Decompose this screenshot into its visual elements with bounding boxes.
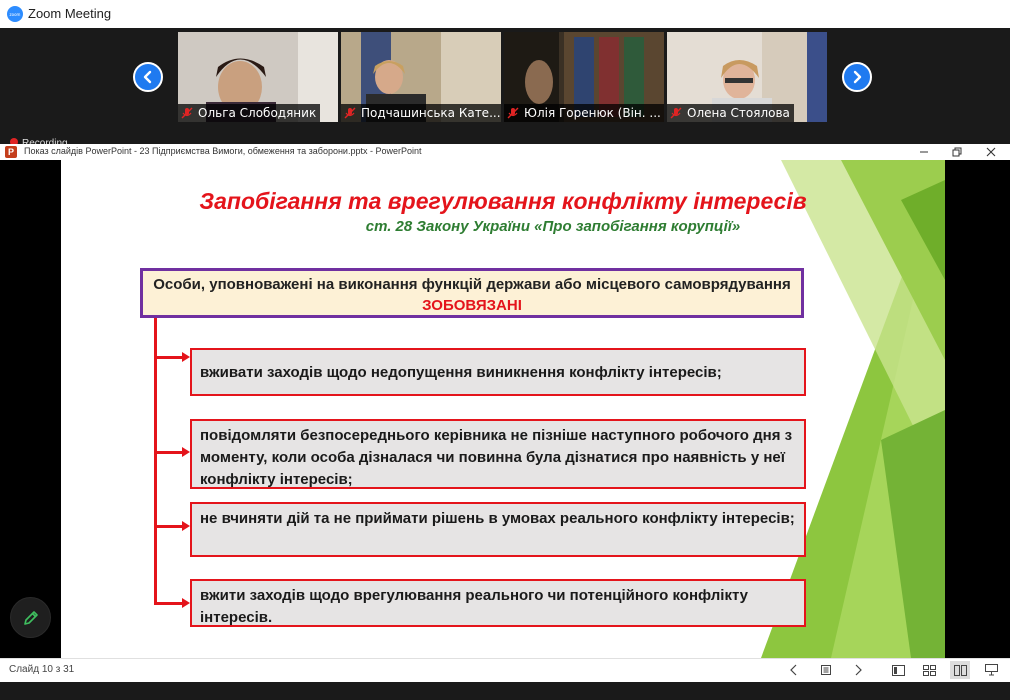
connector-branch	[154, 356, 182, 359]
participant-tile[interactable]	[667, 32, 827, 122]
participant-nameplate	[341, 104, 501, 122]
obligation-item: вживати заходів щодо недопущення виникнення конфлікту інтересів;	[190, 348, 806, 396]
pencil-icon	[22, 609, 40, 627]
grid-icon	[923, 665, 936, 676]
connector-branch	[154, 451, 182, 454]
mic-muted-icon	[669, 106, 683, 120]
participant-tile[interactable]	[341, 32, 501, 122]
participant-nameplate	[178, 104, 320, 122]
reading-view-button[interactable]	[950, 661, 970, 679]
close-icon	[986, 147, 996, 157]
arrow-right-icon	[182, 352, 190, 362]
zoom-titlebar	[0, 0, 1010, 28]
zoom-logo-icon: zoom	[7, 6, 23, 22]
slide-counter: Слайд 10 з 31	[9, 664, 75, 675]
next-slide-button[interactable]	[848, 661, 868, 679]
mic-muted-icon	[343, 106, 357, 120]
chevron-right-icon	[853, 664, 863, 676]
header-box	[140, 268, 804, 318]
participant-name: Ольга Слободяник	[198, 106, 317, 120]
reading-view-icon	[954, 665, 967, 676]
slideshow-view-button[interactable]	[981, 661, 1001, 679]
obligation-item: повідомляти безпосереднього керівника не пізніше наступного робочого дня з моменту, коли особа дізналася чи повинна була дізнатися про наявність у неї конфлікту інтересів;	[190, 419, 806, 489]
gallery-next-button[interactable]	[842, 62, 872, 92]
zoom-window-title: Zoom Meeting	[28, 6, 112, 21]
participant-name: Юлія Горенюк (Він. ...	[524, 106, 661, 120]
gallery-prev-button[interactable]	[133, 62, 163, 92]
connector-line	[154, 318, 157, 605]
previous-slide-button[interactable]	[784, 661, 804, 679]
slide-sorter-button[interactable]	[919, 661, 939, 679]
presentation-icon	[985, 664, 998, 676]
obligation-item: не вчиняти дій та не приймати рішень в умовах реального конфлікту інтересів;	[190, 502, 806, 557]
normal-view-icon	[892, 665, 905, 676]
participant-name: Подчашинська Кате...	[361, 106, 501, 120]
close-button[interactable]	[984, 145, 998, 159]
slides-icon	[820, 664, 832, 676]
restore-icon	[952, 147, 962, 157]
annotate-button[interactable]	[10, 597, 51, 638]
minimize-button[interactable]	[917, 145, 931, 159]
slide	[61, 160, 945, 658]
connector-branch	[154, 602, 182, 605]
mic-muted-icon	[180, 106, 194, 120]
zoom-bottom-bar	[0, 682, 1010, 700]
slide-menu-button[interactable]	[816, 661, 836, 679]
connector-branch	[154, 525, 182, 528]
slide-subtitle: ст. 28 Закону України «Про запобігання корупції»	[365, 218, 741, 235]
participant-name: Олена Стоялова	[687, 106, 790, 120]
header-highlight: ЗОБОВЯЗАНІ	[422, 297, 522, 314]
chevron-left-icon	[789, 664, 799, 676]
normal-view-button[interactable]	[888, 661, 908, 679]
chevron-right-icon	[850, 70, 864, 84]
ppt-window-title: Показ слайдів PowerPoint - 23 Підприємства Вимоги, обмеження та заборони.pptx - PowerPoint	[24, 146, 422, 156]
participant-tile[interactable]	[178, 32, 338, 122]
minimize-icon	[919, 147, 929, 157]
powerpoint-icon: P	[5, 146, 17, 158]
participant-tile[interactable]	[504, 32, 664, 122]
header-text: Особи, уповноважені на виконання функцій держави або місцевого самоврядування	[153, 276, 791, 293]
arrow-right-icon	[182, 521, 190, 531]
mic-muted-icon	[506, 106, 520, 120]
restore-button[interactable]	[950, 145, 964, 159]
participant-nameplate	[667, 104, 794, 122]
slide-title: Запобігання та врегулювання конфлікту інтересів	[199, 188, 807, 214]
participant-nameplate	[504, 104, 664, 122]
obligation-item: вжити заходів щодо врегулювання реального чи потенційного конфлікту інтересів.	[190, 579, 806, 627]
arrow-right-icon	[182, 598, 190, 608]
arrow-right-icon	[182, 447, 190, 457]
chevron-left-icon	[141, 70, 155, 84]
